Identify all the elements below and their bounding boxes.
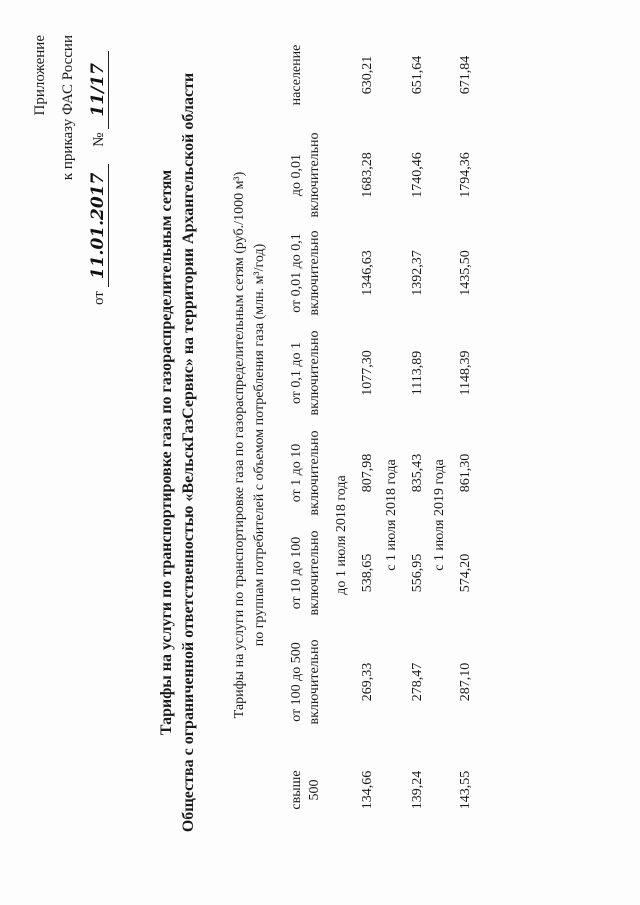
annex-number-prefix: № bbox=[91, 132, 107, 147]
annex-line2: к приказу ФАС России bbox=[60, 35, 76, 181]
column-header-1-10: от 1 до 10 включительно bbox=[289, 430, 322, 516]
column-header-001-01: от 0,01 до 0,1 включительно bbox=[289, 230, 322, 316]
table-cell: 861,30 bbox=[458, 453, 473, 493]
table-header-line2: по группам потребителей с объемом потребления газа (млн. м³/год) bbox=[252, 243, 267, 647]
table-cell: 1740,46 bbox=[410, 152, 425, 198]
annex-date-number bbox=[88, 15, 109, 305]
column-header-population: население bbox=[289, 44, 304, 106]
table-cell: 1435,50 bbox=[458, 250, 473, 296]
column-header-10-100: от 10 до 100 включительно bbox=[289, 530, 322, 616]
table-cell: 278,47 bbox=[410, 662, 425, 702]
table-cell: 143,55 bbox=[458, 770, 473, 810]
column-header-01-1: от 0,1 до 1 включительно bbox=[289, 330, 322, 416]
table-cell: 1683,28 bbox=[360, 152, 375, 198]
annex-line1: Приложение bbox=[32, 35, 48, 116]
title-line1: Тарифы на услуги по транспортировке газа по газораспределительным сетям bbox=[158, 169, 175, 736]
column-header-100-500: от 100 до 500 включительно bbox=[289, 639, 322, 725]
period-label: с 1 июля 2018 года bbox=[384, 459, 399, 571]
table-cell: 139,24 bbox=[410, 770, 425, 810]
title-line2: Общества с ограниченной ответственностью «ВельскГазСервис» на территории Архангельской области bbox=[180, 72, 197, 833]
table-cell: 671,84 bbox=[458, 55, 473, 95]
table-cell: 269,33 bbox=[360, 662, 375, 702]
table-cell: 287,10 bbox=[458, 662, 473, 702]
table-cell: 134,66 bbox=[360, 770, 375, 810]
table-cell: 1794,36 bbox=[458, 152, 473, 198]
table-cell: 556,95 bbox=[410, 553, 425, 593]
table-cell: 1346,63 bbox=[360, 250, 375, 296]
table-cell: 1148,39 bbox=[458, 350, 473, 396]
table-cell: 1077,30 bbox=[360, 350, 375, 396]
table-cell: 630,21 bbox=[360, 55, 375, 95]
handwritten-number: 11/17 bbox=[88, 51, 109, 129]
table-cell: 807,98 bbox=[360, 453, 375, 493]
table-cell: 574,20 bbox=[458, 553, 473, 593]
table-cell: 1392,37 bbox=[410, 250, 425, 296]
column-header-under-001: до 0,01 включительно bbox=[289, 132, 322, 218]
table-cell: 538,65 bbox=[360, 553, 375, 593]
handwritten-date: 11.01.2017 bbox=[88, 164, 109, 287]
period-label: до 1 июля 2018 года bbox=[334, 475, 349, 595]
table-cell: 835,43 bbox=[410, 453, 425, 493]
annex-from-prefix: от bbox=[91, 291, 107, 305]
table-header-line1: Тарифы на услуги по транспортировке газа по газораспределительным сетям (руб./1000 м³) bbox=[232, 171, 247, 719]
period-label: с 1 июля 2019 года bbox=[432, 459, 447, 571]
table-cell: 1113,89 bbox=[410, 350, 425, 396]
table-cell: 651,64 bbox=[410, 55, 425, 95]
column-header-over-500: свыше 500 bbox=[289, 770, 322, 810]
